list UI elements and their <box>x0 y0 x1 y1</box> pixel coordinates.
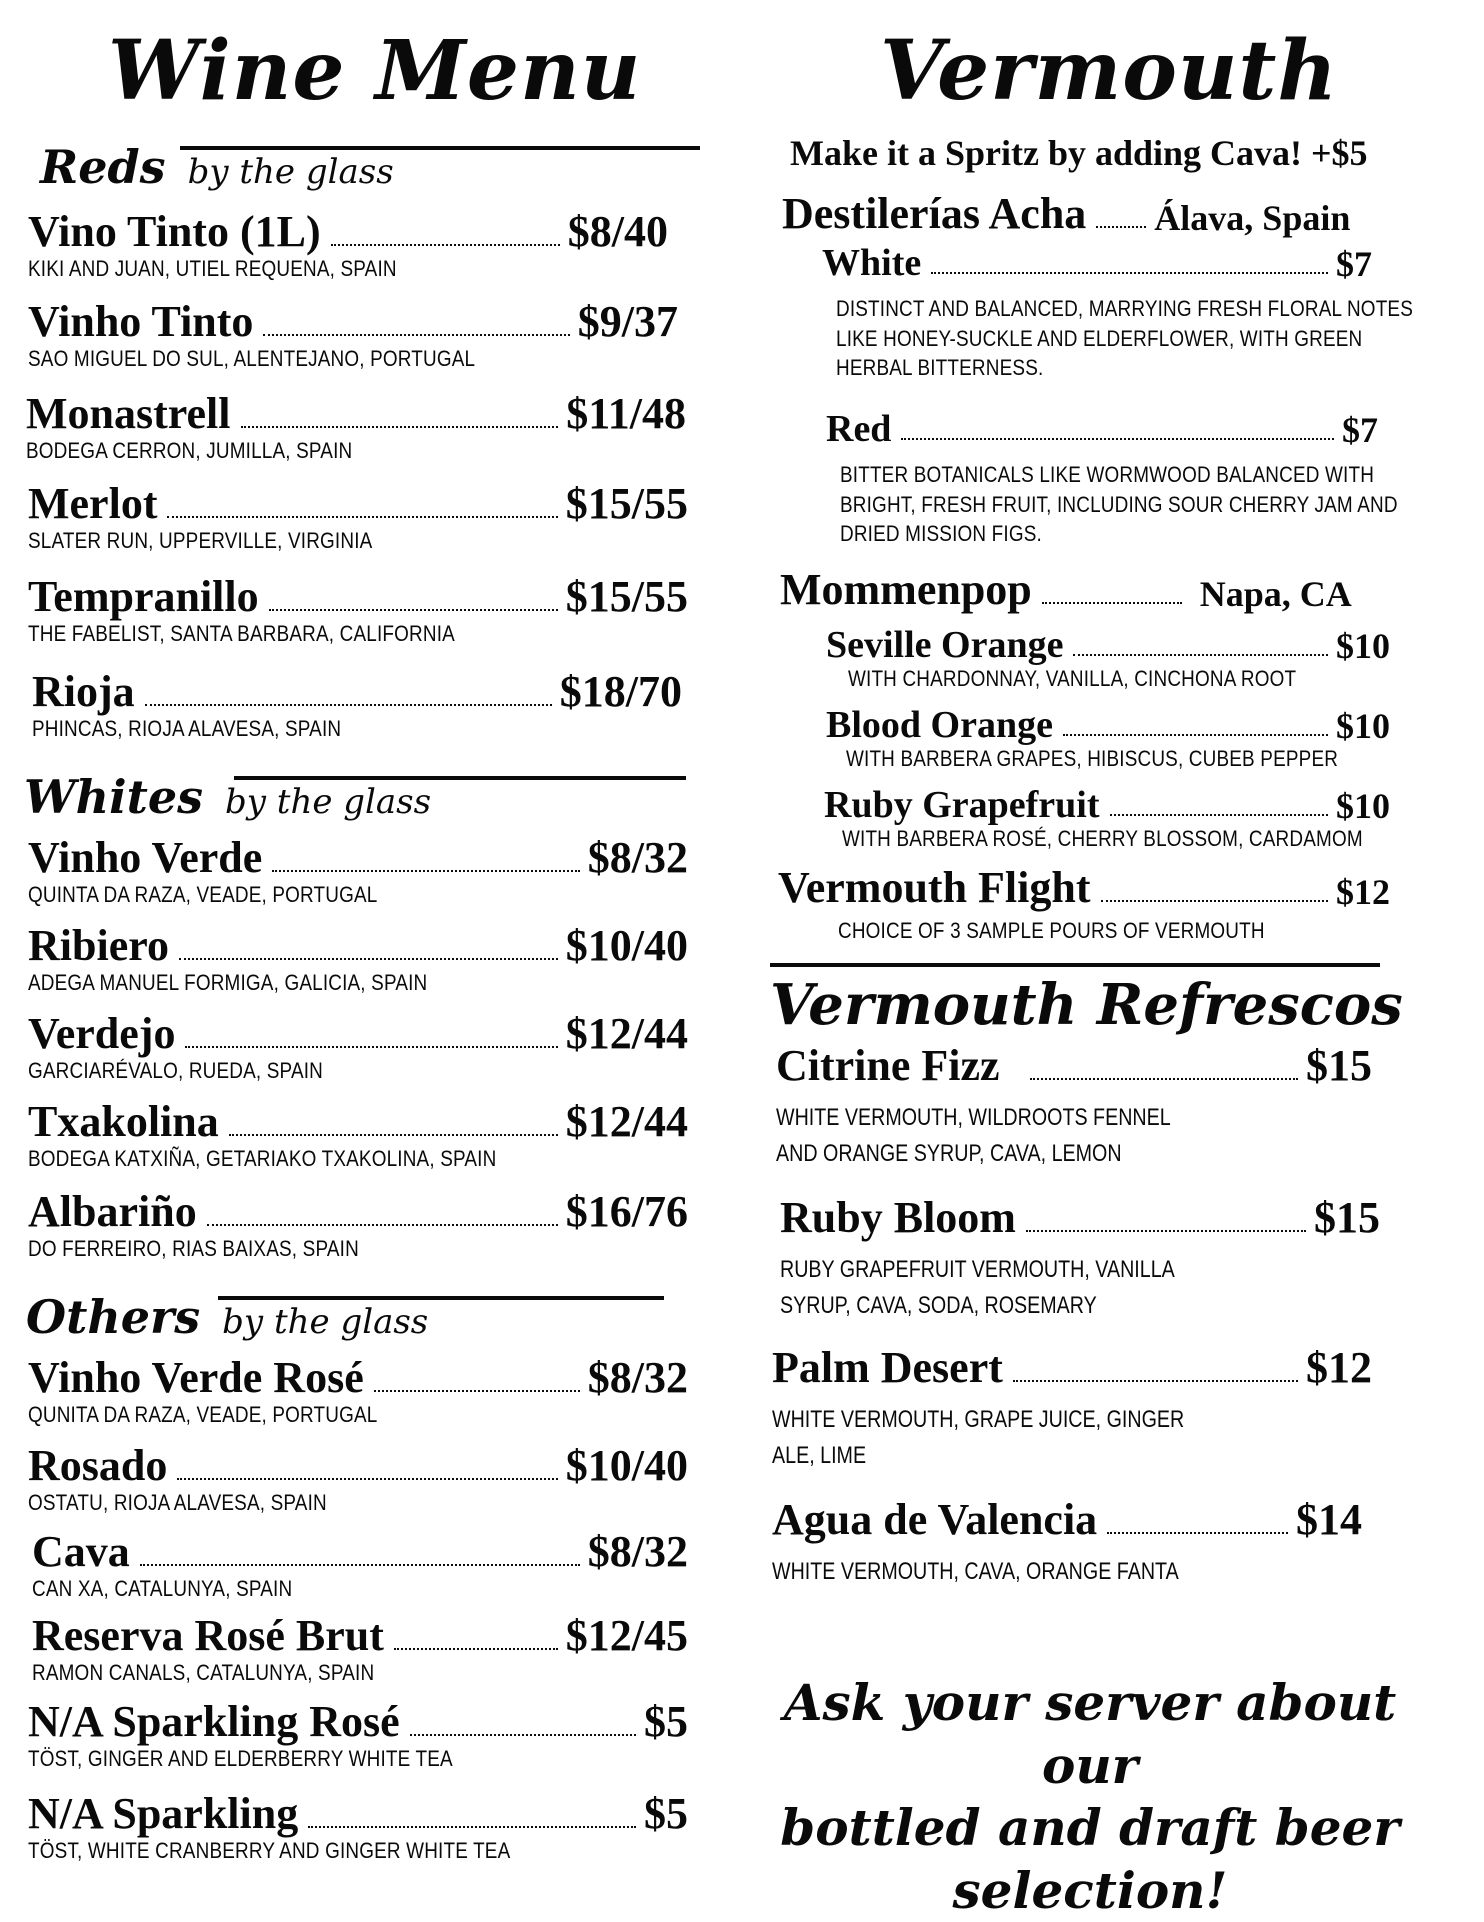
leader-dots <box>308 1824 636 1828</box>
wine-item <box>32 1614 688 1688</box>
wine-item <box>32 1530 688 1604</box>
item-name: Txakolina <box>28 1100 219 1144</box>
footer-line: Ask your server about our <box>740 1672 1440 1797</box>
leader-dots <box>1063 732 1328 736</box>
item-name: Seville Orange <box>826 626 1063 664</box>
item-price: $8/32 <box>588 836 688 880</box>
leader-dots <box>1110 812 1329 816</box>
item-desc: LIKE HONEY-SUCKLE AND ELDERFLOWER, WITH GREEN <box>836 324 1413 354</box>
leader-dots <box>931 270 1328 274</box>
producer-row <box>782 192 1392 236</box>
item-desc: WITH BARBERA ROSÉ, CHERRY BLOSSOM, CARDAMOM <box>842 824 1313 854</box>
item-price: $14 <box>1296 1498 1362 1542</box>
wine-item <box>28 210 668 284</box>
item-name: White <box>822 244 921 282</box>
item-price: $12 <box>1306 1346 1372 1390</box>
producer-name: Mommenpop <box>780 568 1032 612</box>
spritz-note: Make it a Spritz by adding Cava! +$5 <box>790 132 1368 174</box>
item-price: $8/32 <box>588 1356 688 1400</box>
item-desc: QUINTA DA RAZA, VEADE, PORTUGAL <box>28 880 596 910</box>
refresco-item <box>776 1044 1372 1172</box>
vermouth-title: Vermouth <box>880 30 1338 112</box>
item-name: Merlot <box>28 482 157 526</box>
whites-label: Whites <box>24 770 203 824</box>
leader-dots <box>901 436 1334 440</box>
item-desc: BRIGHT, FRESH FRUIT, INCLUDING SOUR CHERRY JAM AND <box>840 490 1398 520</box>
item-desc: SYRUP, CAVA, SODA, ROSEMARY <box>780 1288 1272 1324</box>
leader-dots <box>1096 224 1146 228</box>
item-name: N/A Sparkling Rosé <box>28 1700 400 1744</box>
wine-item <box>32 670 682 744</box>
leader-dots <box>140 1562 580 1566</box>
item-name: Verdejo <box>28 1012 175 1056</box>
wine-item <box>26 392 686 466</box>
wine-item <box>28 836 688 910</box>
leader-dots <box>374 1388 580 1392</box>
item-name: Rosado <box>28 1444 167 1488</box>
item-desc: DRIED MISSION FIGS. <box>840 519 1398 549</box>
item-price: $9/37 <box>578 300 678 344</box>
item-price: $10 <box>1336 628 1390 664</box>
item-price: $7 <box>1342 412 1378 448</box>
producer-name: Destilerías Acha <box>782 192 1086 236</box>
item-price: $8/32 <box>588 1530 688 1574</box>
item-price: $11/48 <box>566 392 686 436</box>
beer-selection-note <box>740 1672 1440 1922</box>
item-price: $15 <box>1306 1044 1372 1088</box>
item-price: $15/55 <box>566 575 688 619</box>
leader-dots <box>1013 1378 1298 1382</box>
leader-dots <box>1026 1228 1306 1232</box>
item-price: $18/70 <box>560 670 682 714</box>
reds-sub-label: by the glass <box>188 152 394 192</box>
leader-dots <box>1101 898 1329 902</box>
others-label: Others <box>26 1290 200 1344</box>
item-name: Reserva Rosé Brut <box>32 1614 384 1658</box>
leader-dots <box>331 242 560 246</box>
item-price: $10 <box>1336 708 1390 744</box>
wine-item <box>28 482 688 556</box>
leader-dots <box>1030 1076 1298 1080</box>
leader-dots <box>229 1132 558 1136</box>
wine-menu-title: Wine Menu <box>108 30 641 112</box>
item-desc: HERBAL BITTERNESS. <box>836 353 1413 383</box>
wine-item <box>28 1700 688 1774</box>
item-desc: SLATER RUN, UPPERVILLE, VIRGINIA <box>28 526 596 556</box>
item-price: $15/55 <box>566 482 688 526</box>
item-name: Monastrell <box>26 392 231 436</box>
leader-dots <box>179 956 558 960</box>
item-price: $12/45 <box>566 1614 688 1658</box>
refresco-item <box>772 1346 1372 1474</box>
item-desc: WITH CHARDONNAY, VANILLA, CINCHONA ROOT <box>848 664 1314 694</box>
vermouth-item <box>824 786 1390 854</box>
item-name: Cava <box>32 1530 130 1574</box>
leader-dots <box>1042 600 1182 604</box>
leader-dots <box>185 1044 557 1048</box>
footer-line: selection! <box>740 1860 1440 1922</box>
vermouth-item <box>822 244 1372 282</box>
item-name: Rioja <box>32 670 135 714</box>
item-desc: DO FERREIRO, RIAS BAIXAS, SPAIN <box>28 1234 596 1264</box>
item-desc: QUNITA DA RAZA, VEADE, PORTUGAL <box>28 1400 596 1430</box>
footer-line: bottled and draft beer <box>740 1797 1440 1860</box>
wine-item <box>28 575 688 649</box>
leader-dots <box>269 607 558 611</box>
refresco-item <box>772 1498 1362 1590</box>
item-desc: CHOICE OF 3 SAMPLE POURS OF VERMOUTH <box>838 916 1313 946</box>
item-name: Vinho Verde <box>28 836 262 880</box>
leader-dots <box>167 514 557 518</box>
item-price: $10/40 <box>566 924 688 968</box>
item-price: $7 <box>1336 246 1372 282</box>
producer-origin: Napa, CA <box>1200 576 1352 612</box>
vermouth-item <box>778 866 1390 946</box>
others-sub-label: by the glass <box>222 1302 428 1342</box>
producer-row <box>780 568 1380 612</box>
item-name: Vermouth Flight <box>778 866 1091 910</box>
item-name: Citrine Fizz <box>776 1044 1000 1088</box>
item-desc-block <box>836 294 1484 383</box>
leader-dots <box>241 424 559 428</box>
item-desc: GARCIARÉVALO, RUEDA, SPAIN <box>28 1056 596 1086</box>
item-desc: THE FABELIST, SANTA BARBARA, CALIFORNIA <box>28 619 596 649</box>
item-name: Albariño <box>28 1190 197 1234</box>
vermouth-item <box>826 626 1390 694</box>
refrescos-title: Vermouth Refrescos <box>770 972 1403 1038</box>
item-name: Ruby Grapefruit <box>824 786 1100 824</box>
item-desc: WHITE VERMOUTH, GRAPE JUICE, GINGER <box>772 1402 1264 1438</box>
item-price: $15 <box>1314 1196 1380 1240</box>
leader-dots <box>410 1732 636 1736</box>
item-desc: TÖST, GINGER AND ELDERBERRY WHITE TEA <box>28 1744 596 1774</box>
item-desc: OSTATU, RIOJA ALAVESA, SPAIN <box>28 1488 596 1518</box>
wine-item <box>28 1012 688 1086</box>
leader-dots <box>1073 652 1328 656</box>
leader-dots <box>1107 1530 1288 1534</box>
item-name: Red <box>826 410 891 448</box>
item-name: Blood Orange <box>826 706 1053 744</box>
item-name: Ruby Bloom <box>780 1196 1016 1240</box>
item-desc: KIKI AND JUAN, UTIEL REQUENA, SPAIN <box>28 254 578 284</box>
item-name: Vinho Tinto <box>28 300 253 344</box>
reds-label: Reds <box>40 140 166 194</box>
wine-item <box>28 1356 688 1430</box>
item-desc: ALE, LIME <box>772 1438 1264 1474</box>
item-desc: TÖST, WHITE CRANBERRY AND GINGER WHITE TEA <box>28 1836 596 1866</box>
item-name: Agua de Valencia <box>772 1498 1097 1542</box>
item-name: Vino Tinto (1L) <box>28 210 321 254</box>
vermouth-item <box>826 706 1390 774</box>
item-price: $10/40 <box>566 1444 688 1488</box>
item-name: N/A Sparkling <box>28 1792 298 1836</box>
wine-item <box>28 1444 688 1518</box>
item-desc: PHINCAS, RIOJA ALAVESA, SPAIN <box>32 714 591 744</box>
producer-origin: Álava, Spain <box>1154 200 1350 236</box>
item-desc: RAMON CANALS, CATALUNYA, SPAIN <box>32 1658 596 1688</box>
item-desc: SAO MIGUEL DO SUL, ALENTEJANO, PORTUGAL <box>28 344 587 374</box>
item-desc: CAN XA, CATALUNYA, SPAIN <box>32 1574 596 1604</box>
item-price: $8/40 <box>568 210 668 254</box>
refresco-item <box>780 1196 1380 1324</box>
item-desc: WITH BARBERA GRAPES, HIBISCUS, CUBEB PEPPER <box>846 744 1314 774</box>
item-name: Vinho Verde Rosé <box>28 1356 364 1400</box>
whites-sub-label: by the glass <box>225 782 431 822</box>
item-desc: RUBY GRAPEFRUIT VERMOUTH, VANILLA <box>780 1252 1272 1288</box>
item-price: $5 <box>644 1700 688 1744</box>
item-desc: WHITE VERMOUTH, WILDROOTS FENNEL <box>776 1100 1265 1136</box>
leader-dots <box>207 1222 558 1226</box>
item-name: Palm Desert <box>772 1346 1003 1390</box>
reds-rule <box>180 146 700 150</box>
leader-dots <box>263 332 569 336</box>
item-price: $12 <box>1336 874 1390 910</box>
item-desc: ADEGA MANUEL FORMIGA, GALICIA, SPAIN <box>28 968 596 998</box>
wine-item <box>28 1792 688 1866</box>
leader-dots <box>177 1476 557 1480</box>
item-price: $16/76 <box>566 1190 688 1234</box>
leader-dots <box>394 1646 558 1650</box>
item-name: Ribiero <box>28 924 169 968</box>
item-desc: AND ORANGE SYRUP, CAVA, LEMON <box>776 1136 1265 1172</box>
item-desc-block <box>840 460 1484 549</box>
item-price: $12/44 <box>566 1100 688 1144</box>
item-price: $5 <box>644 1792 688 1836</box>
item-desc: BODEGA CERRON, JUMILLA, SPAIN <box>26 436 594 466</box>
item-desc: WHITE VERMOUTH, CAVA, ORANGE FANTA <box>772 1554 1256 1590</box>
wine-item <box>28 1190 688 1264</box>
vermouth-item <box>826 410 1378 448</box>
others-rule <box>218 1296 664 1300</box>
refrescos-rule <box>770 963 1380 967</box>
leader-dots <box>145 702 552 706</box>
leader-dots <box>272 868 579 872</box>
wine-item <box>28 300 678 374</box>
item-desc: BODEGA KATXIÑA, GETARIAKO TXAKOLINA, SPAIN <box>28 1144 596 1174</box>
item-name: Tempranillo <box>28 575 259 619</box>
wine-item <box>28 1100 688 1174</box>
whites-rule <box>234 776 686 780</box>
wine-item <box>28 924 688 998</box>
item-price: $10 <box>1336 788 1390 824</box>
item-desc: DISTINCT AND BALANCED, MARRYING FRESH FLORAL NOTES <box>836 294 1413 324</box>
item-price: $12/44 <box>566 1012 688 1056</box>
item-desc: BITTER BOTANICALS LIKE WORMWOOD BALANCED WITH <box>840 460 1398 490</box>
